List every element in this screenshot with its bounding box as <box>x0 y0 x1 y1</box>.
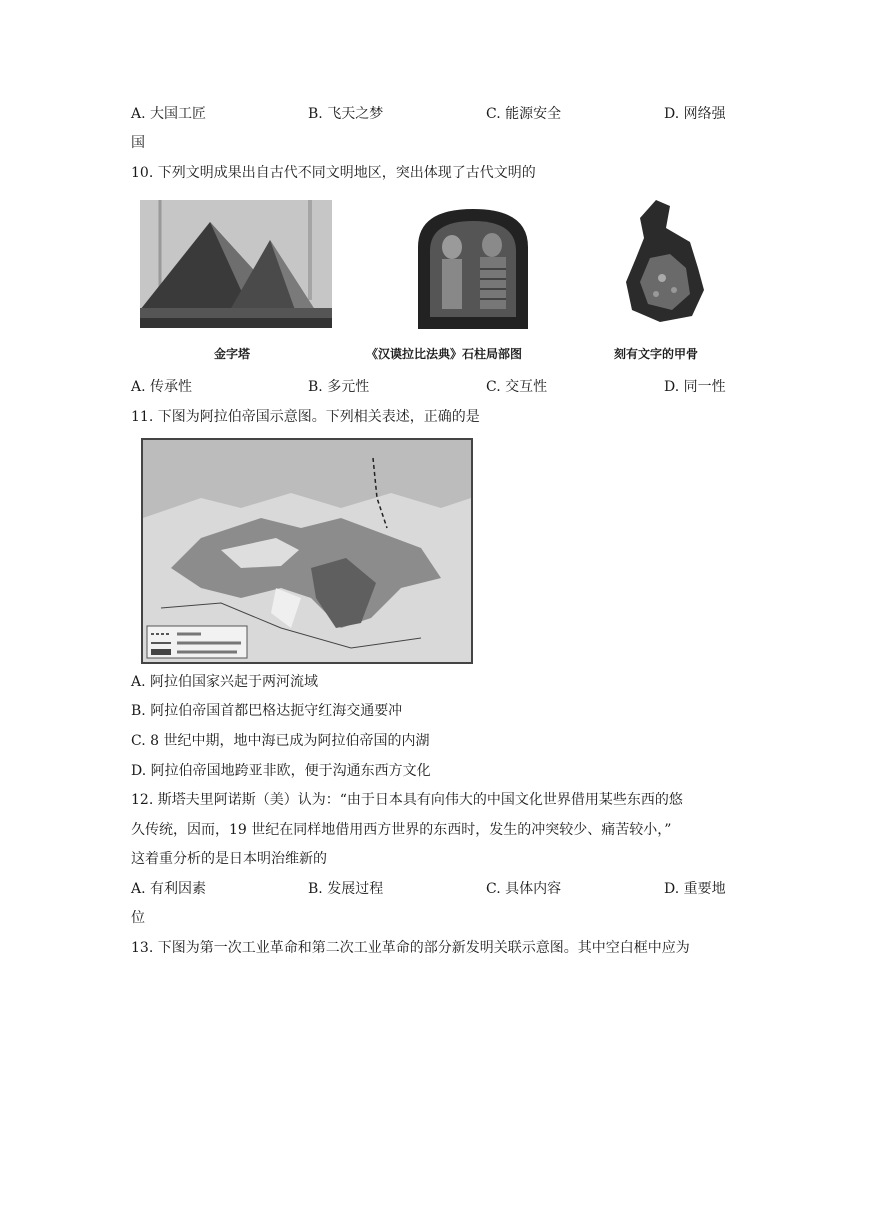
q12-option-c: C. 具体内容 <box>486 881 562 897</box>
oracle-bone-caption: 刻有文字的甲骨 <box>614 347 699 361</box>
q12-option-b: B. 发展过程 <box>308 881 384 897</box>
q10-option-c: C. 交互性 <box>486 379 548 395</box>
q11-stem: 11. 下图为阿拉伯帝国示意图。下列相关表述，正确的是 <box>131 409 480 425</box>
pyramid-caption: 金字塔 <box>214 347 251 361</box>
q9-option-d-wrap: 国 <box>131 135 145 151</box>
hammurabi-stele-photo <box>412 207 534 329</box>
q9-option-b: B. 飞天之梦 <box>308 106 384 122</box>
arab-empire-map <box>141 438 473 664</box>
q9-option-d: D. 网络强 <box>664 106 726 122</box>
q12-option-d: D. 重要地 <box>664 881 726 897</box>
q12-options <box>131 879 741 899</box>
q10-option-b: B. 多元性 <box>308 379 370 395</box>
q11-option-a: A. 阿拉伯国家兴起于两河流域 <box>131 674 319 690</box>
q10-option-d: D. 同一性 <box>664 379 726 395</box>
q9-options <box>131 104 741 124</box>
q9-option-c: C. 能源安全 <box>486 106 562 122</box>
q11-option-c: C. 8 世纪中期，地中海已成为阿拉伯帝国的内湖 <box>131 733 430 749</box>
pyramid-photo <box>140 200 332 328</box>
hammurabi-caption: 《汉谟拉比法典》石柱局部图 <box>366 347 523 361</box>
q11-option-d: D. 阿拉伯帝国地跨亚非欧，便于沟通东西方文化 <box>131 763 431 779</box>
q12-stem-line-1: 12. 斯塔夫里阿诺斯（美）认为：“由于日本具有向伟大的中国文化世界借用某些东西的悠 <box>131 792 683 808</box>
q12-stem-line-2: 久传统，因而，19 世纪在同样地借用西方世界的东西时，发生的冲突较少、痛苦较小，” <box>131 822 672 838</box>
q12-option-d-wrap: 位 <box>131 910 145 926</box>
q10-stem: 10. 下列文明成果出自古代不同文明地区，突出体现了古代文明的 <box>131 165 536 181</box>
q9-option-a: A. 大国工匠 <box>131 106 207 122</box>
q13-stem: 13. 下图为第一次工业革命和第二次工业革命的部分新发明关联示意图。其中空白框中应为 <box>131 940 690 956</box>
q12-stem-line-3: 这着重分析的是日本明治维新的 <box>131 851 327 867</box>
q10-option-a: A. 传承性 <box>131 379 193 395</box>
q12-option-a: A. 有利因素 <box>131 881 207 897</box>
oracle-bone-photo <box>620 198 716 324</box>
q11-option-b: B. 阿拉伯帝国首都巴格达扼守红海交通要冲 <box>131 703 403 719</box>
q10-options <box>131 377 741 397</box>
